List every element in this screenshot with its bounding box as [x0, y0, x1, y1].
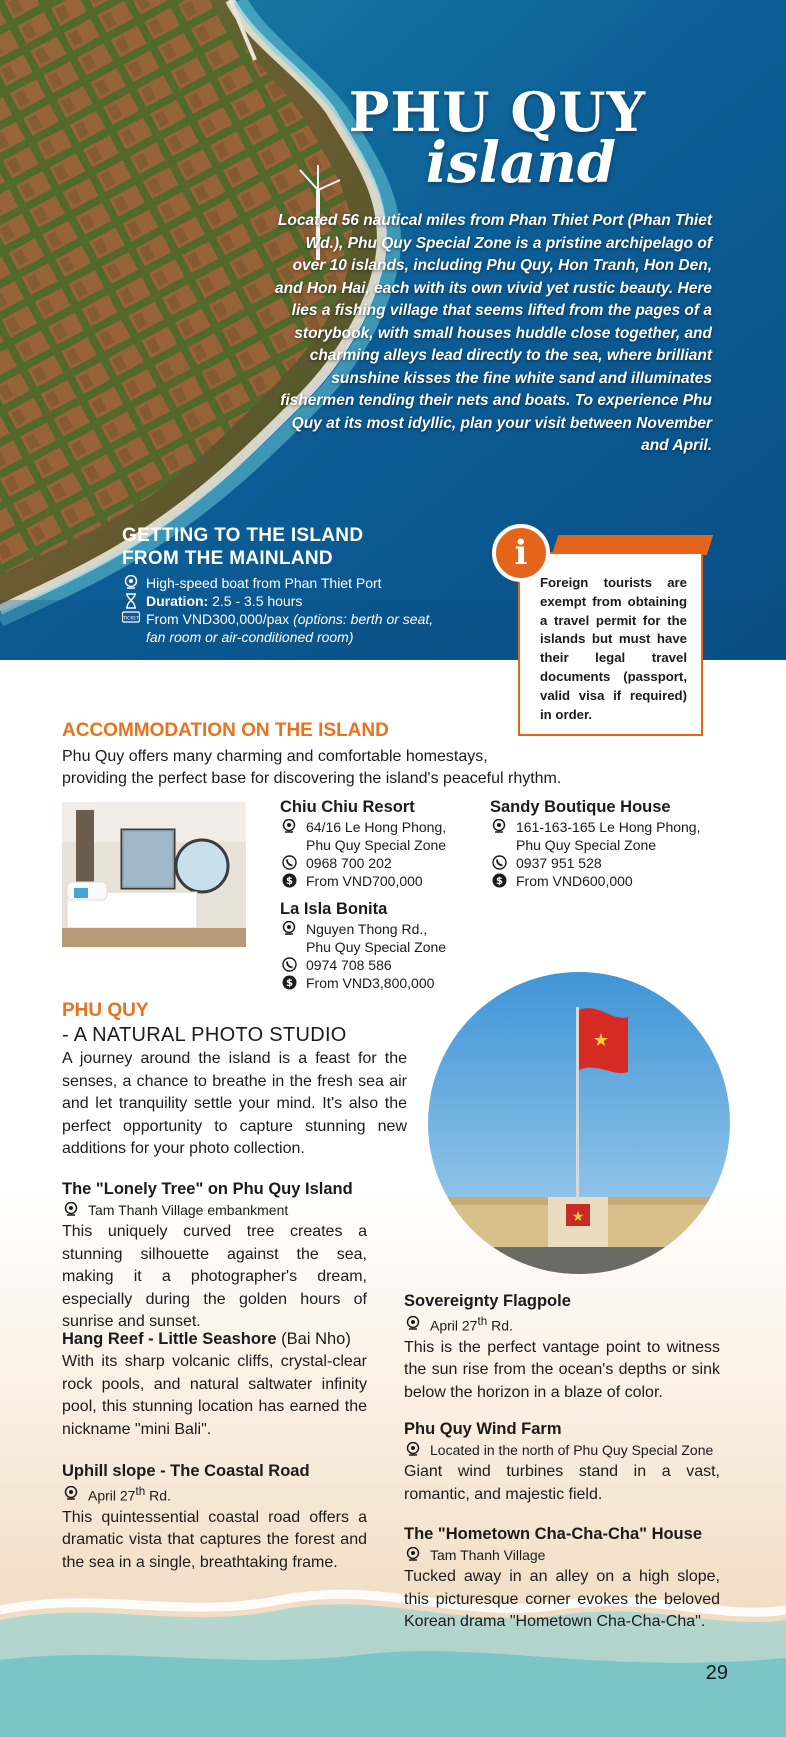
island-intro: Located 56 nautical miles from Phan Thiet Port (Phan Thiet Wd.), Phu Quy Special Zone is a pristine archipelago of over 10 islands, including Phu Quy, Hon Tranh, Hon Den, and Hon Hai, each with its own vivid yet rustic beauty. Here lies a fishing village that seems lifted from the pages of a storybook, with small houses huddle close together, and charming alleys lead directly to the sea, where brilliant sunshine kisses the fine white sand and illuminates fishermen tending their nets and boats. To experience Phu Quy at its most idyllic, plan your visit between November and April.	[275, 212, 712, 454]
lodge-phone	[280, 854, 446, 872]
spot-name: Uphill slope - The Coastal Road	[62, 1462, 310, 1480]
lodge-phone-number: 0974 708 586	[306, 957, 392, 973]
accommodation-intro-line2: providing the perfect base for discovering the island's peaceful rhythm.	[62, 770, 562, 787]
spot-location	[404, 1546, 720, 1564]
spot-location-tail: Rd.	[145, 1487, 171, 1504]
lodge-sandy-boutique	[490, 798, 700, 890]
accommodation-intro	[62, 746, 622, 790]
spot-name-extra: (Bai Nho)	[276, 1330, 351, 1348]
lodge-address	[280, 920, 446, 956]
location-pin-icon	[280, 921, 298, 937]
getting-heading-line2: FROM THE MAINLAND	[122, 548, 333, 569]
svg-text:★: ★	[592, 1030, 610, 1051]
spot-name: Sovereignty Flagpole	[404, 1292, 571, 1310]
flagpole-photo	[428, 972, 730, 1274]
spot-location-text: April 27	[430, 1317, 478, 1334]
lodge-price	[280, 974, 446, 992]
spot-location-text: Tam Thanh Village	[430, 1547, 546, 1563]
location-pin-icon	[404, 1442, 422, 1458]
boat-row	[122, 574, 452, 592]
lodge-address	[490, 818, 700, 854]
photo-studio-title: PHU QUY	[62, 1000, 149, 1021]
lodge-address	[280, 818, 446, 854]
lodge-la-isla-bonita	[280, 900, 446, 992]
svg-text:$: $	[285, 978, 293, 989]
spot-location-sup: th	[135, 1485, 146, 1498]
spot-description: This is the perfect vantage point to witness the sun rise from the ocean's depths or sink below the horizon in a blaze of color.	[404, 1338, 720, 1401]
info-icon: i	[492, 524, 550, 582]
spot-description: Giant wind turbines stand in a vast, romantic, and majestic field.	[404, 1463, 720, 1503]
location-pin-icon	[122, 575, 140, 591]
lodge-address-line2: Phu Quy Special Zone	[306, 939, 447, 955]
duration-value: 2.5 - 3.5 hours	[212, 593, 303, 609]
lodge-chiu-chiu	[280, 798, 446, 890]
lodge-address-line1: 64/16 Le Hong Phong,	[306, 819, 447, 835]
page-number: 29	[705, 1662, 728, 1684]
lodge-price	[280, 872, 446, 890]
spot-location-tail: Rd.	[487, 1317, 513, 1334]
location-pin-icon	[490, 819, 508, 835]
spot-name: Hang Reef - Little Seashore	[62, 1330, 277, 1348]
lodge-price	[490, 872, 700, 890]
duration-row	[122, 592, 452, 610]
svg-text:★: ★	[571, 1209, 585, 1225]
lodge-name: La Isla Bonita	[280, 900, 388, 918]
lodge-price-text: From VND700,000	[306, 873, 423, 889]
spot-sovereignty-flagpole	[404, 1292, 720, 1404]
spot-description: Tucked away in an alley on a high slope, this picturesque corner evokes the beloved Korean drama "Hometown Cha-Cha-Cha".	[404, 1568, 720, 1630]
photo-studio-intro: A journey around the island is a feast for the senses, a chance to breathe in the fresh sea air and let tranquility settle your mind. It's also the perfect opportunity to capture stunning new additions for your photo collection.	[62, 1050, 407, 1157]
spot-lonely-tree	[62, 1180, 367, 1334]
duration-label: Duration:	[146, 593, 209, 609]
spot-location	[62, 1201, 367, 1219]
location-pin-icon	[404, 1547, 422, 1563]
spot-location-text: April 27	[88, 1487, 136, 1504]
spot-name: The "Hometown Cha-Cha-Cha" House	[404, 1525, 702, 1543]
spot-name: Phu Quy Wind Farm	[404, 1420, 562, 1438]
info-box	[518, 552, 703, 736]
getting-there-heading	[122, 524, 452, 570]
location-pin-icon	[280, 819, 298, 835]
lodge-address-line2: Phu Quy Special Zone	[306, 837, 447, 853]
spot-location-sup: th	[477, 1315, 488, 1328]
getting-there-section	[122, 524, 452, 646]
lodge-price-text: From VND600,000	[516, 873, 633, 889]
lodge-phone-number: 0937 951 528	[516, 855, 602, 871]
spot-wind-farm	[404, 1420, 720, 1506]
svg-text:$: $	[495, 876, 503, 887]
hotel-room-photo	[62, 802, 246, 947]
price-row	[122, 610, 452, 646]
island-title: PHU QUY	[348, 80, 646, 144]
ticket-icon	[122, 611, 140, 623]
lodge-phone	[490, 854, 700, 872]
phone-icon	[280, 855, 298, 870]
dollar-icon	[280, 873, 298, 888]
phone-icon	[280, 957, 298, 972]
accommodation-intro-line1: Phu Quy offers many charming and comfortable homestays,	[62, 748, 488, 765]
lodge-name: Chiu Chiu Resort	[280, 798, 415, 816]
lodge-price-text: From VND3,800,000	[306, 975, 435, 991]
lodge-address-line2: Phu Quy Special Zone	[516, 837, 657, 853]
price-options: (options: berth or seat, fan room or air-conditioned room)	[146, 611, 434, 645]
lodge-address-line1: 161-163-165 Le Hong Phong,	[516, 819, 701, 835]
spot-location	[404, 1441, 720, 1459]
phone-icon	[490, 855, 508, 870]
info-text: Foreign tourists are exempt from obtaining a travel permit for the islands but must have their legal travel documents (passport, valid visa if required) in order.	[540, 575, 687, 722]
dollar-icon	[280, 975, 298, 990]
hourglass-icon	[122, 593, 140, 609]
spot-description: With its sharp volcanic cliffs, crystal-clear rock pools, and natural saltwater infinity pool, this stunning location has earned the nickname "mini Bali".	[62, 1353, 367, 1438]
location-pin-icon	[62, 1486, 80, 1502]
location-pin-icon	[404, 1316, 422, 1332]
spot-coastal-road	[62, 1462, 367, 1574]
lodge-name: Sandy Boutique House	[490, 798, 671, 816]
spot-description: This uniquely curved tree creates a stunning silhouette against the sea, making it a photographer's dream, especially during the golden hours of sunrise and sunset.	[62, 1223, 367, 1330]
spot-hang-reef	[62, 1330, 367, 1441]
accommodation-title: ACCOMMODATION ON THE ISLAND	[62, 720, 389, 741]
spot-name-heading	[62, 1330, 367, 1349]
spot-hometown-house	[404, 1525, 720, 1634]
dollar-icon	[490, 873, 508, 888]
spot-location-text: Located in the north of Phu Quy Special Zone	[430, 1442, 714, 1458]
boat-text: High-speed boat from Phan Thiet Port	[146, 575, 382, 591]
lodge-address-line1: Nguyen Thong Rd.,	[306, 921, 428, 937]
photo-studio-subtitle: - A NATURAL PHOTO STUDIO	[62, 1024, 347, 1046]
spot-name: The "Lonely Tree" on Phu Quy Island	[62, 1180, 353, 1198]
island-title-script: island	[425, 130, 616, 196]
getting-heading-line1: GETTING TO THE ISLAND	[122, 525, 364, 546]
spot-location-text: Tam Thanh Village embankment	[88, 1202, 289, 1218]
svg-text:$: $	[285, 876, 293, 887]
spot-location	[404, 1313, 720, 1335]
spot-location	[62, 1483, 367, 1505]
location-pin-icon	[62, 1202, 80, 1218]
price-text: From VND300,000/pax	[146, 611, 290, 627]
lodge-phone	[280, 956, 446, 974]
lodge-phone-number: 0968 700 202	[306, 855, 392, 871]
spot-description: This quintessential coastal road offers a dramatic vista that captures the forest and the sea in a single, breathtaking frame.	[62, 1508, 367, 1571]
ticket-icon-label: TICKET	[123, 616, 139, 622]
